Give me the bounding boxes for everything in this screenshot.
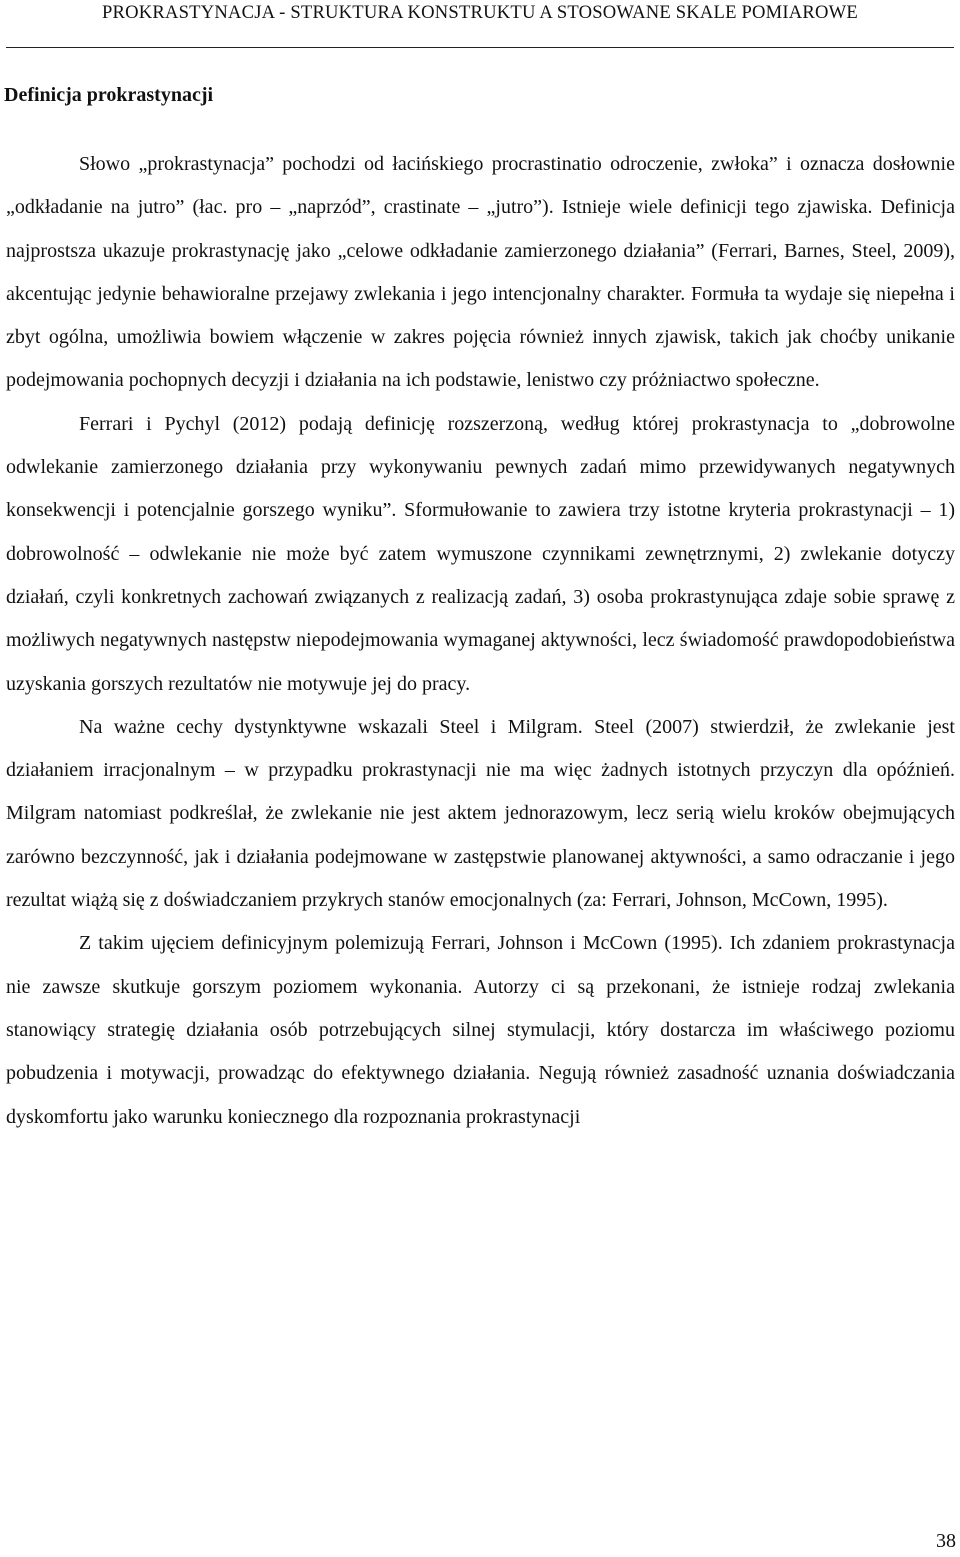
body-text [6,143,955,1139]
paragraph-1: Słowo „prokrastynacja” pochodzi od łacińskiego procrastinatio odroczenie, zwłoka” i oznacza dosłownie „odkładanie na jutro” (łac. pro – „naprzód”, crastinate – „jutro”). Istnieje wiele definicji tego zjawiska. Definicja najprostsza ukazuje prokrastynację jako „celowe odkładanie zamierzonego działania” (Ferrari, Barnes, Steel, 2009), akcentując jedynie behawioralne przejawy zwlekania i jego intencjonalny charakter. Formuła ta wydaje się niepełna i zbyt ogólna, umożliwia bowiem włączenie w zakres pojęcia również innych zjawisk, takich jak choćby unikanie podejmowania pochopnych decyzji i działania na ich podstawie, lenistwo czy próżniactwo społeczne. [6,153,955,392]
header-divider [6,47,954,48]
page-number: 38 [936,1530,956,1552]
paragraph-4: Z takim ujęciem definicyjnym polemizują Ferrari, Johnson i McCown (1995). Ich zdaniem prokrastynacja nie zawsze skutkuje gorszym poziomem wykonania. Autorzy ci są przekonani, że istnieje rodzaj zwlekania stanowiący strategię działania osób potrzebujących silnej stymulacji, który dostarcza im właściwego poziomu pobudzenia i motywacji, prowadząc do efektywnego działania. Negują również zasadność uznania doświadczania dyskomfortu jako warunku koniecznego dla rozpoznania prokrastynacji [6,932,955,1128]
section-title: Definicja prokrastynacji [4,84,214,106]
paragraph-3: Na ważne cechy dystynktywne wskazali Steel i Milgram. Steel (2007) stwierdził, że zwlekanie jest działaniem irracjonalnym – w przypadku prokrastynacji nie ma więc żadnych istotnych przyczyn dla opóźnień. Milgram natomiast podkreślał, że zwlekanie nie jest aktem jednorazowym, lecz serią wielu kroków obejmujących zarówno bezczynność, jak i działania podejmowane w zastępstwie planowanej aktywności, a samo odraczanie i jego rezultat wiążą się z doświadczaniem przykrych stanów emocjonalnych (za: Ferrari, Johnson, McCown, 1995). [6,715,955,912]
running-header: PROKRASTYNACJA - STRUKTURA KONSTRUKTU A STOSOWANE SKALE POMIAROWE [102,2,858,23]
paragraph-2: Ferrari i Pychyl (2012) podają definicję rozszerzoną, według której prokrastynacja to „dobrowolne odwlekanie zamierzonego działania przy wykonywaniu pewnych zadań mimo przewidywanych negatywnych konsekwencji i potencjalnie gorszego wyniku”. Sformułowanie to zawiera trzy istotne kryteria prokrastynacji – 1) dobrowolność – odwlekanie nie może być zatem wymuszone czynnikami zewnętrznymi, 2) zwlekanie dotyczy działań, czyli konkretnych zachowań związanych z realizacją zadań, 3) osoba prokrastynująca zdaje sobie sprawę z możliwych negatywnych następstw niepodejmowania wymaganej aktywności, lecz świadomość prawdopodobieństwa uzyskania gorszych rezultatów nie motywuje jej do pracy. [6,412,955,695]
